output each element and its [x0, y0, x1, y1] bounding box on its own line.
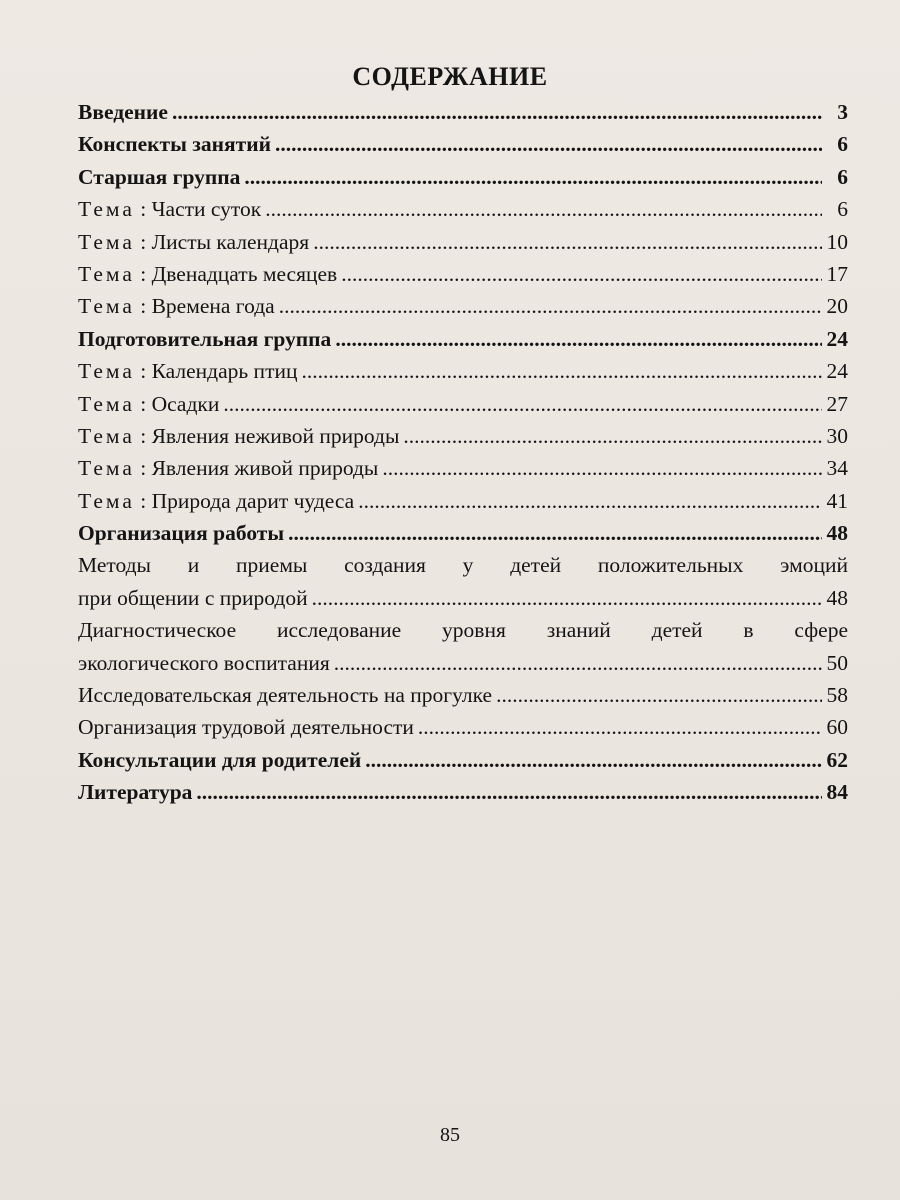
topic-prefix: Тема — [78, 423, 135, 448]
toc-entry-label: : Явления живой природы — [140, 456, 379, 481]
toc-entry-label: Исследовательская деятельность на прогулке — [78, 683, 493, 708]
toc-entry-page: 20 — [826, 294, 848, 319]
toc-entry-parent-consultations — [78, 744, 848, 776]
toc-entry-label: Организация трудовой деятельности — [78, 715, 414, 740]
dot-leader — [496, 679, 822, 711]
dot-leader — [335, 323, 822, 355]
toc-entry-page: 24 — [826, 359, 848, 384]
toc-entry — [78, 679, 848, 711]
dot-leader — [275, 128, 822, 160]
toc-entry-page: 6 — [837, 132, 848, 157]
toc-entry-page: 30 — [826, 423, 848, 448]
dot-leader — [313, 226, 822, 258]
toc-entry-label-line1: Диагностическое исследование уровня знаний детей в сфере — [78, 618, 848, 643]
toc-entry-page: 60 — [826, 715, 848, 740]
toc-entry-page: 6 — [837, 197, 848, 222]
dot-leader — [382, 452, 822, 484]
toc-entry-page: 84 — [826, 780, 848, 805]
topic-prefix: Тема — [78, 359, 135, 384]
toc-entry-intro — [78, 96, 848, 128]
toc-entry-literature — [78, 776, 848, 808]
toc-entry-label: Старшая группа — [78, 164, 241, 189]
toc-entry-label: Литература — [78, 780, 193, 805]
topic-prefix: Тема — [78, 197, 135, 222]
toc-entry-label: : Явления неживой природы — [140, 423, 400, 448]
dot-leader — [196, 776, 822, 808]
toc-entry-multiline — [78, 549, 848, 614]
toc-entry-label: : Времена года — [140, 294, 275, 319]
toc-entry-page: 58 — [826, 683, 848, 708]
toc-entry-topic — [78, 355, 848, 387]
dot-leader — [358, 485, 822, 517]
toc-entry-page: 24 — [826, 326, 848, 351]
toc-entry-lesson-notes — [78, 128, 848, 160]
dot-leader — [334, 647, 822, 679]
toc-entry-topic — [78, 388, 848, 420]
toc-entry-page: 62 — [826, 747, 848, 772]
toc-entry-page: 17 — [826, 261, 848, 286]
toc-entry-topic — [78, 258, 848, 290]
toc-entry-label: : Части суток — [140, 197, 262, 222]
toc-entry-label: : Календарь птиц — [140, 359, 298, 384]
table-of-contents — [78, 96, 848, 809]
toc-entry-label: Подготовительная группа — [78, 326, 332, 351]
dot-leader — [403, 420, 822, 452]
toc-heading: СОДЕРЖАНИЕ — [352, 62, 548, 91]
topic-prefix: Тема — [78, 294, 135, 319]
toc-entry-topic — [78, 226, 848, 258]
dot-leader — [288, 517, 822, 549]
toc-entry-page: 27 — [826, 391, 848, 416]
toc-entry-page: 48 — [826, 585, 848, 610]
toc-entry-page: 41 — [826, 488, 848, 513]
toc-entry-label: Введение — [78, 100, 168, 124]
toc-entry-label: : Листы календаря — [140, 229, 310, 254]
toc-entry-topic — [78, 420, 848, 452]
dot-leader — [312, 582, 822, 614]
topic-prefix: Тема — [78, 456, 135, 481]
topic-prefix: Тема — [78, 229, 135, 254]
toc-entry-label: Организация работы — [78, 521, 285, 546]
toc-entry-multiline — [78, 614, 848, 679]
topic-prefix: Тема — [78, 391, 135, 416]
toc-entry-topic — [78, 485, 848, 517]
dot-leader — [223, 388, 822, 420]
topic-prefix: Тема — [78, 488, 135, 513]
toc-entry-page: 50 — [826, 650, 848, 675]
toc-entry-label-line2: экологического воспитания — [78, 650, 330, 675]
toc-entry-page: 34 — [826, 456, 848, 481]
dot-leader — [244, 161, 822, 193]
toc-entry-senior-group — [78, 161, 848, 193]
dot-leader — [341, 258, 822, 290]
dot-leader — [418, 711, 822, 743]
toc-entry-topic — [78, 452, 848, 484]
toc-entry-label: : Осадки — [140, 391, 220, 416]
toc-entry-page: 6 — [837, 164, 848, 189]
toc-entry-topic — [78, 193, 848, 225]
dot-leader — [301, 355, 822, 387]
dot-leader — [365, 744, 822, 776]
toc-entry — [78, 711, 848, 743]
toc-entry-label: Консультации для родителей — [78, 747, 362, 772]
toc-entry-page: 48 — [826, 521, 848, 546]
topic-prefix: Тема — [78, 261, 135, 286]
toc-entry-label: : Природа дарит чудеса — [140, 488, 355, 513]
dot-leader — [172, 96, 822, 128]
page-number: 85 — [440, 1124, 460, 1146]
dot-leader — [279, 290, 822, 322]
toc-entry-label: : Двенадцать месяцев — [140, 261, 338, 286]
toc-entry-page: 10 — [826, 229, 848, 254]
toc-entry-label-line1: Методы и приемы создания у детей положительных эмоций — [78, 553, 848, 578]
toc-entry-label-line2: при общении с природой — [78, 585, 308, 610]
toc-entry-label: Конспекты занятий — [78, 132, 271, 157]
toc-entry-topic — [78, 290, 848, 322]
toc-entry-work-organization — [78, 517, 848, 549]
toc-entry-preparatory-group — [78, 323, 848, 355]
dot-leader — [265, 193, 822, 225]
toc-entry-page: 3 — [837, 100, 848, 124]
